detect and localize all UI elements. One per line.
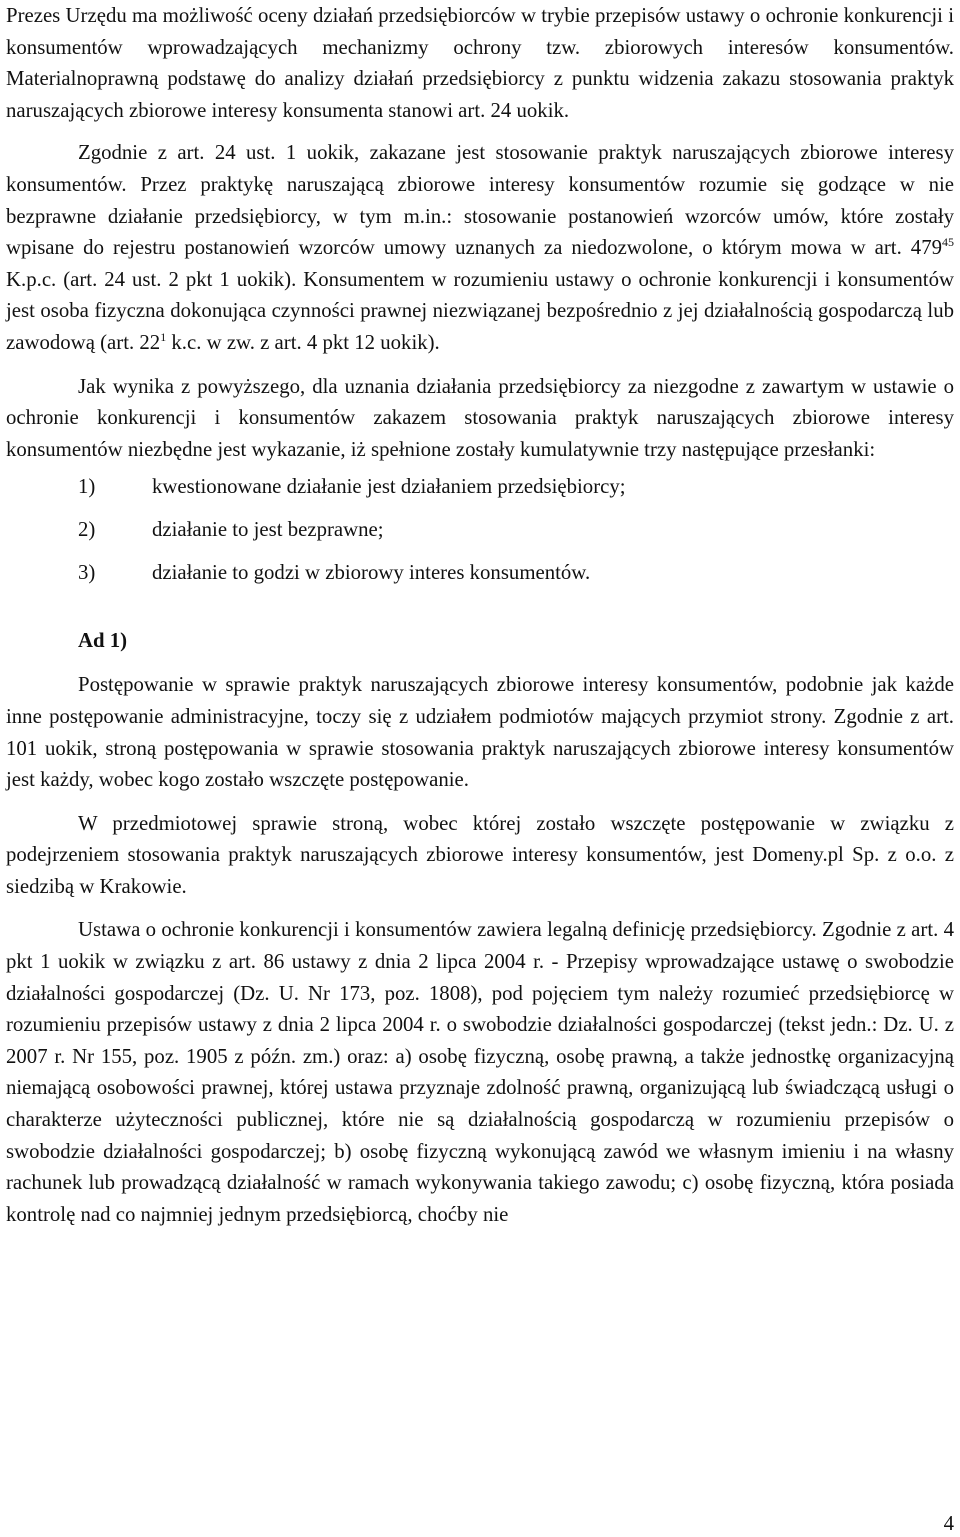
list-item <box>6 473 954 501</box>
list-item-text: kwestionowane działanie jest działaniem przedsiębiorcy; <box>152 475 626 499</box>
list-item-number: 3) <box>78 561 96 585</box>
list-item-number: 1) <box>78 475 96 499</box>
list-item-text: działanie to jest bezprawne; <box>152 518 384 542</box>
paragraph-1: Prezes Urzędu ma możliwość oceny działań przedsiębiorców w trybie przepisów ustawy o ochronie konkurencji i konsumentów wprowadzających mechanizmy ochrony tzw. zbiorowych interesów konsumentów. Materialnoprawną podstawę do analizy działań przedsiębiorcy z punktu widzenia zakazu stosowania praktyk naruszających zbiorowe interesy konsumenta stanowi art. 24 uokik. <box>6 4 954 122</box>
document-page <box>6 0 954 1230</box>
section-heading: Ad 1) <box>78 629 128 653</box>
list-item <box>6 516 954 544</box>
paragraph-3: Jak wynika z powyższego, dla uznania działania przedsiębiorcy za niezgodne z zawartym w ustawie o ochronie konkurencji i konsumentów zakazem stosowania praktyk naruszających zbiorowe interesy konsumentów niezbędne jest wykazanie, iż spełnione zostały kumulatywnie trzy następujące przesłanki: <box>6 374 954 461</box>
paragraph-2-text-c: k.c. w zw. z art. 4 pkt 12 uokik). <box>166 330 440 354</box>
paragraph-5: W przedmiotowej sprawie stroną, wobec której zostało wszczęte postępowanie w związku z podejrzeniem stosowania praktyk naruszających zbiorowe interesy konsumentów, jest Domeny.pl Sp. z o.o. z siedzibą w Krakowie. <box>6 811 954 898</box>
paragraph-6: Ustawa o ochronie konkurencji i konsumentów zawiera legalną definicję przedsiębiorcy. Zgodnie z art. 4 pkt 1 uokik w związku z art. 86 ustawy z dnia 2 lipca 2004 r. - Przepisy wprowadzające ustawę o swobodzie działalności gospodarczej (Dz. U. Nr 173, poz. 1808), pod pojęciem tym należy rozumieć przedsiębiorcę w rozumieniu przepisów ustawy z dnia 2 lipca 2004 r. o swobodzie działalności gospodarczej (tekst jedn.: Dz. U. z 2007 r. Nr 155, poz. 1905 z późn. zm.) oraz: a) osobę fizyczną, osobę prawną, a także jednostkę organizacyjną niemającą osobowości prawnej, której ustawa przyznaje zdolność prawną, organizującą lub świadczącą usługi o charakterze użyteczności publicznej, które nie są działalnością gospodarczą w rozumieniu przepisów o swobodzie działalności gospodarczej; b) osobę fizyczną wykonującą zawód we własnym imieniu i na własny rachunek lub prowadzącą działalność w ramach wykonywania takiego zawodu; c) osobę fizyczną, która posiada kontrolę nad co najmniej jednym przedsiębiorcą, choćby nie <box>6 918 954 1226</box>
superscript-1: 1 <box>160 330 167 345</box>
list-item-text: działanie to godzi w zbiorowy interes konsumentów. <box>152 561 591 585</box>
paragraph-2-text-b: K.p.c. (art. 24 ust. 2 pkt 1 uokik). Konsumentem w rozumieniu ustawy o ochronie konkurencji i konsumentów jest osoba fizyczna dokonująca czynności prawnej niezwiązanej bezpośrednio z jej działalnością gospodarczą lub zawodową (art. 22 <box>6 267 954 354</box>
paragraph-2-text-a: Zgodnie z art. 24 ust. 1 uokik, zakazane jest stosowanie praktyk naruszających zbiorowe interesy konsumentów. Przez praktykę naruszającą zbiorowe interesy konsumentów rozumie się godzące w nie bezprawne działanie przedsiębiorcy, w tym m.in.: stosowanie postanowień wzorców umów, które zostały wpisane do rejestru postanowień wzorców umowy uznanych za niedozwolone, o którym mowa w art. 479 <box>6 141 954 260</box>
premises-list <box>6 473 954 587</box>
paragraph-2 <box>6 137 954 358</box>
paragraph-4: Postępowanie w sprawie praktyk naruszających zbiorowe interesy konsumentów, podobnie jak każde inne postępowanie administracyjne, toczy się z udziałem podmiotów mających przymiot strony. Zgodnie z art. 101 uokik, stroną postępowania w sprawie stosowania praktyk naruszających zbiorowe interesy konsumentów jest każdy, wobec kogo zostało wszczęte postępowanie. <box>6 673 954 792</box>
list-item-number: 2) <box>78 518 96 542</box>
superscript-45: 45 <box>942 235 954 250</box>
page-number: 4 <box>943 1512 954 1535</box>
list-item <box>6 559 954 587</box>
